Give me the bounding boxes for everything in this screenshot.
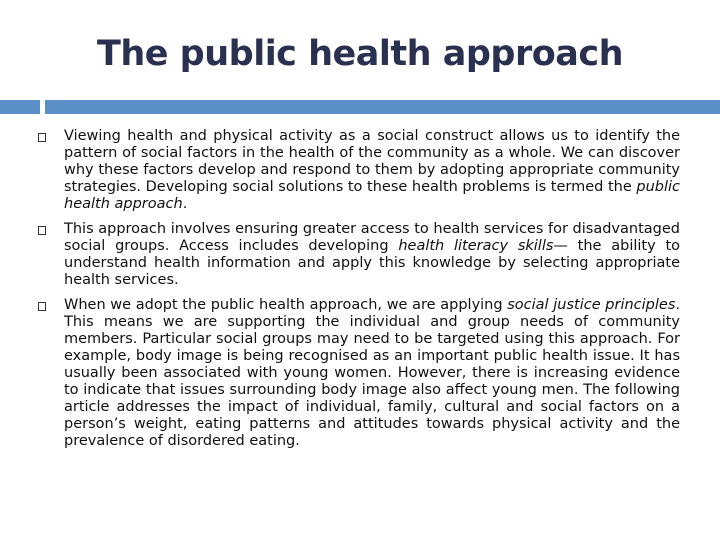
bullet-list — [0, 128, 720, 458]
bullet-emphasis: social justice principles — [507, 297, 676, 313]
title-divider-left — [0, 100, 40, 114]
bullet-text: When we adopt the public health approach, we are applying — [64, 297, 508, 313]
square-bullet-icon — [38, 226, 46, 235]
bullet-text: — the ability to understand health information and apply this knowledge by selecting appropriate health services. — [64, 238, 681, 288]
square-bullet-icon — [38, 133, 46, 142]
title-divider-right — [45, 100, 720, 114]
bullet-item-1 — [64, 128, 680, 213]
bullet-text: This approach involves ensuring greater access to health services for disadvantaged social groups. Access includes developing — [64, 221, 680, 254]
bullet-text: . This means we are supporting the individual and group needs of community members. Particular social groups may need to be targeted using this approach. For example, body image is being recognised as an important public health issue. It has usually been associated with young women. However, there is increasing evidence to indicate that issues surrounding body image also affect young men. The following article addresses the impact of individual, family, cultural and social factors on a person’s weight, eating patterns and attitudes towards physical activity and the prevalence of disordered eating. — [64, 297, 680, 449]
bullet-emphasis: health literacy skills — [398, 238, 554, 254]
bullet-emphasis: public health approach — [64, 179, 681, 212]
page-title: The public health approach — [96, 34, 624, 74]
square-bullet-icon — [38, 302, 46, 311]
bullet-text: . — [182, 196, 188, 212]
bullet-item-2 — [64, 221, 680, 289]
bullet-text: Viewing health and physical activity as a social construct allows us to identify the pattern of social factors in the health of the community as a whole. We can discover why these factors develop and respond to them by adopting appropriate community strategies. Developing social solutions to these health problems is termed the — [64, 128, 680, 195]
bullet-item-3 — [64, 297, 680, 450]
